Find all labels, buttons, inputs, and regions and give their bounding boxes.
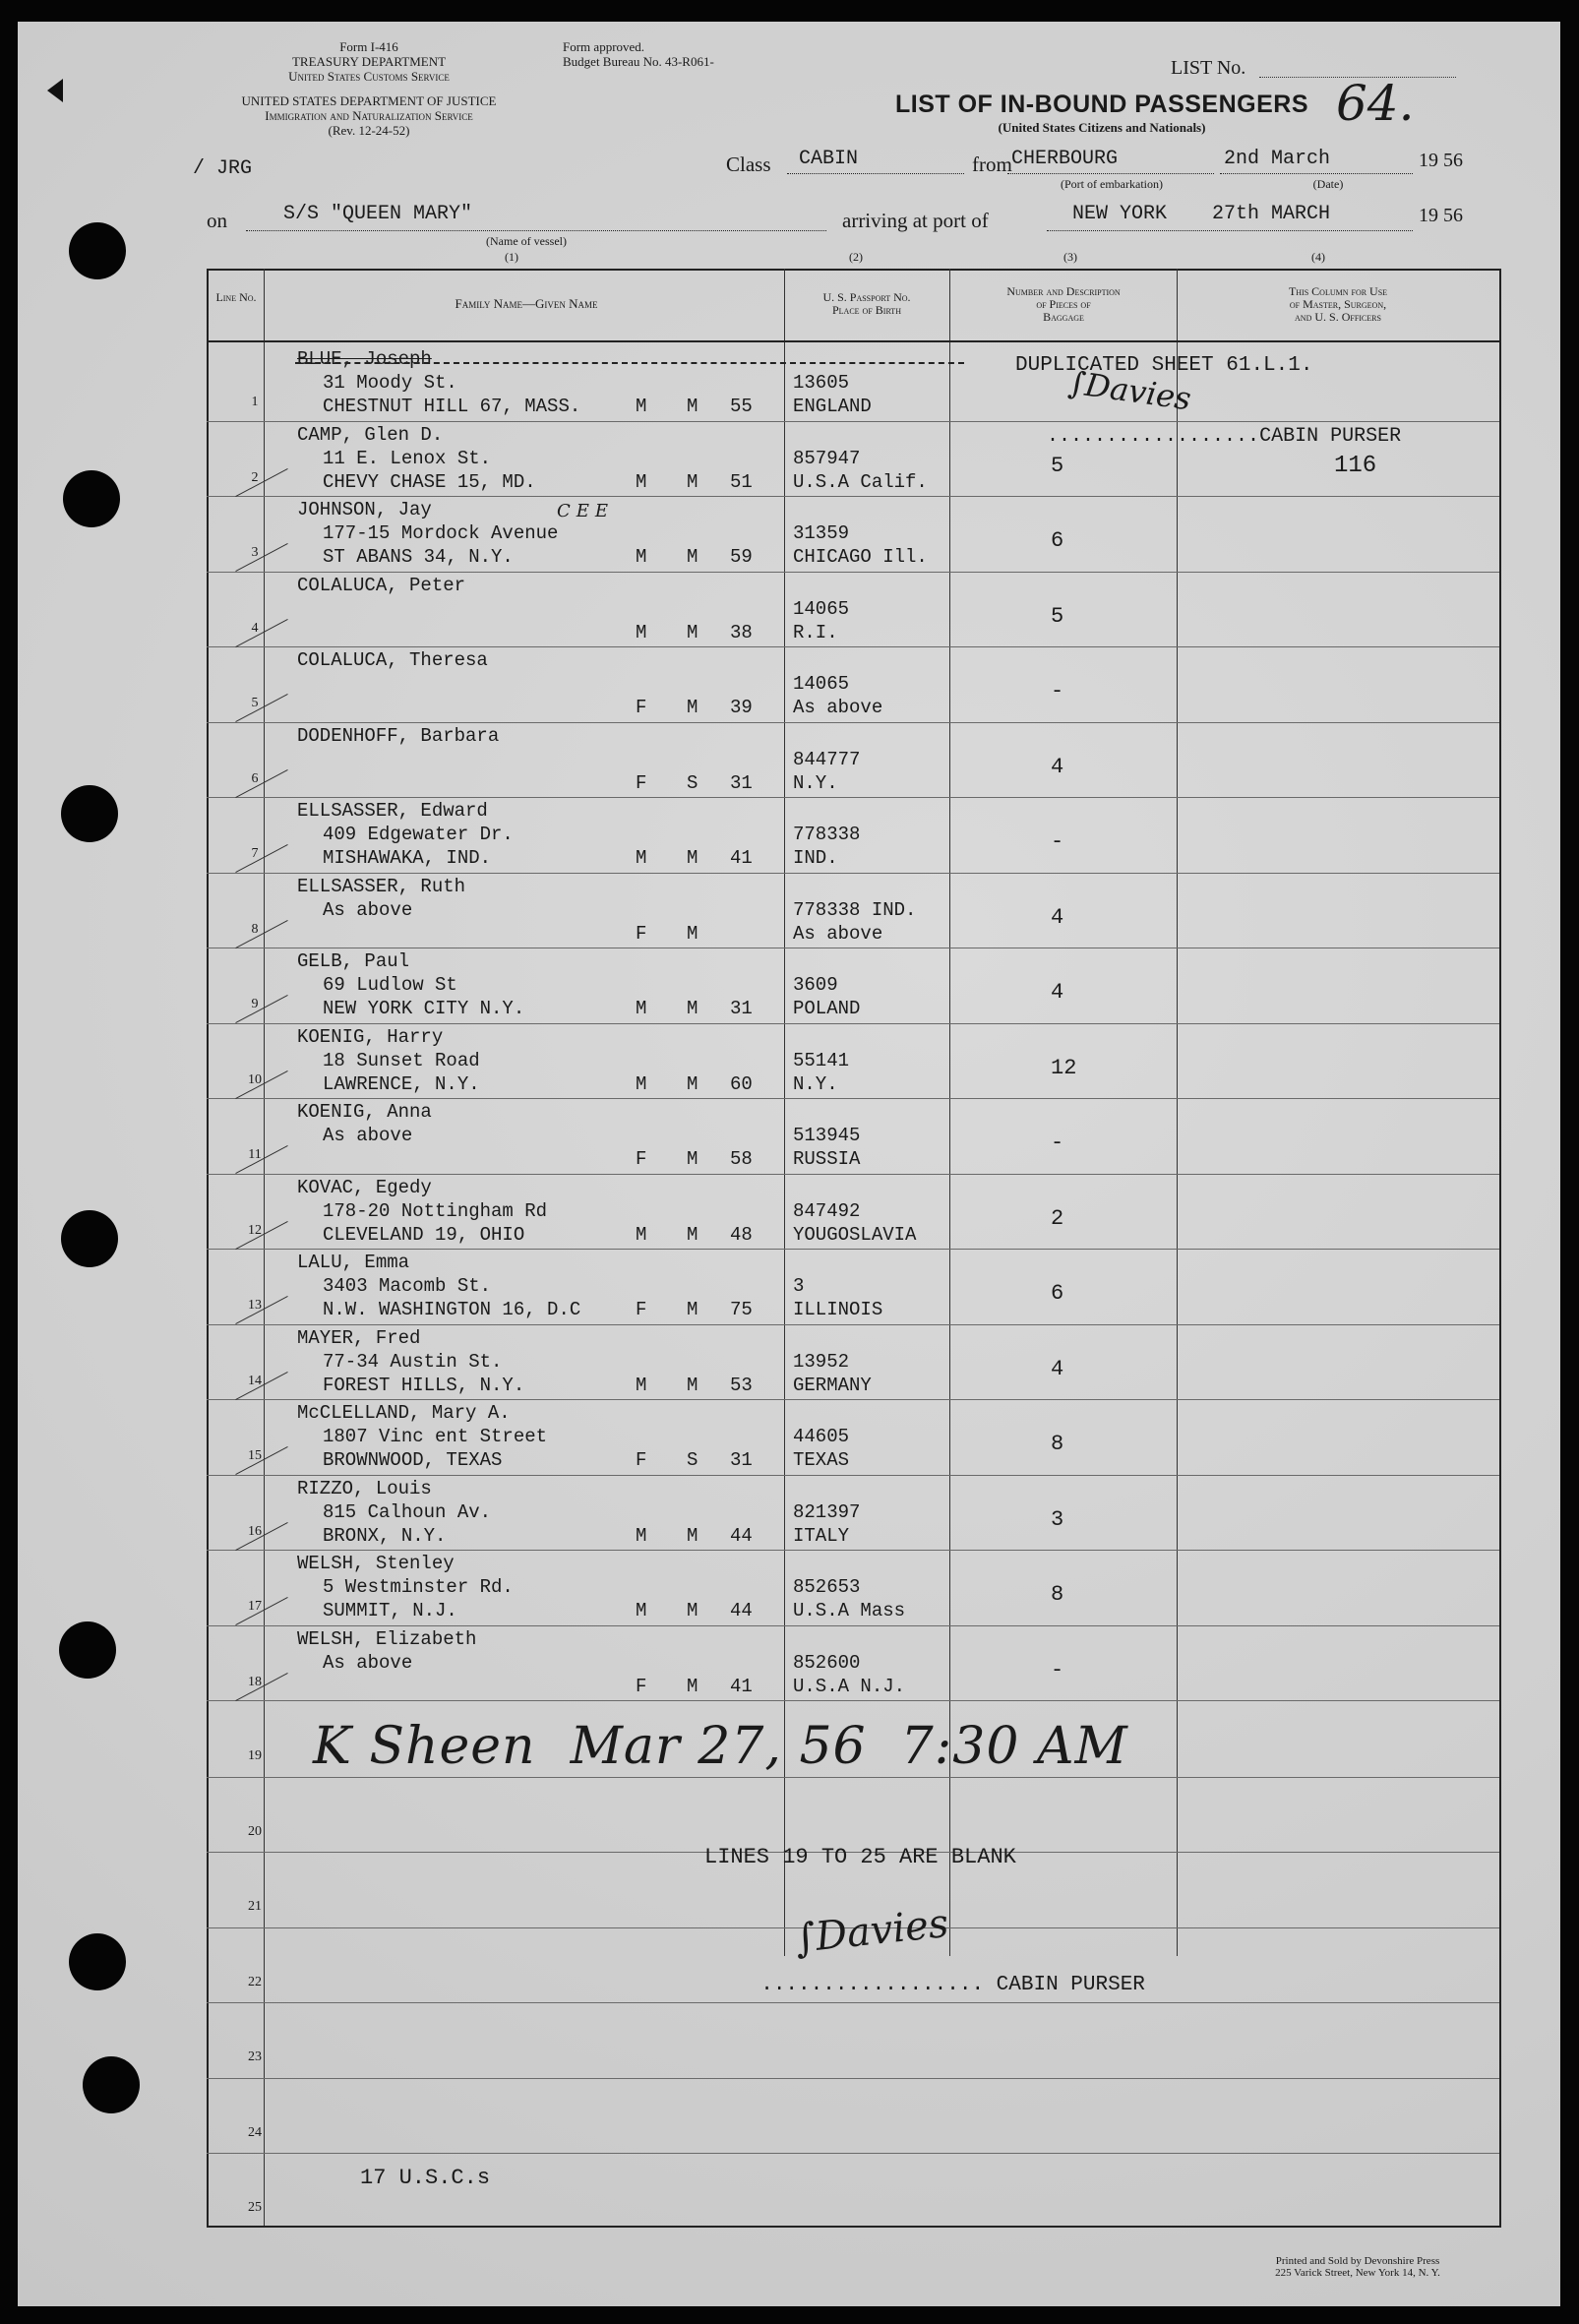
line-number: 3 — [251, 545, 259, 560]
col-divider — [1177, 269, 1178, 1956]
departure-date: 2nd March — [1224, 148, 1331, 170]
age: 31 — [730, 771, 753, 794]
sex: M — [636, 1072, 647, 1095]
line-number: 12 — [248, 1222, 262, 1238]
address-line-2: NEW YORK CITY N.Y. — [323, 998, 525, 1019]
address-line-2: MISHAWAKA, IND. — [323, 847, 492, 869]
line-number: 5 — [251, 696, 259, 710]
passport-number: 44605 — [793, 1426, 850, 1447]
sex: F — [636, 1299, 647, 1320]
passenger-name: COLALUCA, Theresa — [297, 649, 488, 671]
address-line-1: 69 Ludlow St — [323, 974, 457, 996]
marital-status: M — [687, 847, 698, 869]
passenger-name: GELB, Paul — [297, 950, 410, 972]
class-underline — [787, 173, 964, 174]
place-of-birth: CHICAGO Ill. — [793, 546, 928, 568]
passenger-name: DODENHOFF, Barbara — [297, 724, 500, 747]
place-of-birth: ENGLAND — [793, 396, 872, 417]
address-line-2: ST ABANS 34, N.Y. — [323, 546, 514, 568]
address-line-1: 815 Calhoun Av. — [323, 1500, 492, 1523]
passenger-name: CAMP, Glen D. — [297, 423, 444, 446]
passenger-name: BLUE, Joseph — [297, 348, 432, 370]
from-underline — [1007, 173, 1214, 174]
address-line-2: FOREST HILLS, N.Y. — [323, 1374, 525, 1396]
address-line-2: BROWNWOOD, TEXAS — [323, 1449, 503, 1471]
passenger-name: McCLELLAND, Mary A. — [297, 1402, 511, 1424]
marital-status: M — [687, 1148, 698, 1170]
baggage-header-line: Number and Description — [1006, 284, 1121, 298]
line-number: 21 — [248, 1899, 262, 1914]
officers-header-line: of Master, Surgeon, — [1289, 297, 1387, 311]
marital-status: M — [687, 697, 698, 718]
passenger-name: KOVAC, Egedy — [297, 1176, 432, 1198]
baggage-count: 4 — [1051, 980, 1064, 1005]
row-divider — [207, 1174, 1499, 1175]
place-of-birth: ITALY — [793, 1524, 850, 1547]
line-number: 8 — [251, 921, 259, 937]
form-approved-line: Form approved. — [563, 39, 645, 54]
age: 41 — [730, 847, 753, 869]
age: 58 — [730, 1148, 753, 1170]
officer-note: 116 — [1334, 452, 1377, 479]
passenger-name: WELSH, Elizabeth — [297, 1627, 477, 1650]
purser-dots: .................. — [1047, 425, 1260, 448]
age: 59 — [730, 546, 753, 568]
passport-number: 13952 — [793, 1350, 850, 1373]
printer-line: 225 Varick Street, New York 14, N. Y. — [1275, 2267, 1440, 2279]
passport-number: 778338 — [793, 824, 861, 845]
row-divider — [207, 1700, 1499, 1701]
marital-status: M — [687, 396, 698, 417]
officers-header-line: This Column for Use — [1288, 284, 1388, 298]
col-header-baggage — [952, 285, 1175, 324]
line-number: 14 — [248, 1373, 262, 1388]
baggage-count: 5 — [1051, 453, 1064, 478]
baggage-count: 6 — [1051, 528, 1064, 553]
vessel-underline — [246, 230, 826, 231]
budget-bureau-line: Budget Bureau No. 43-R061- — [563, 54, 714, 69]
line-number: 23 — [248, 2049, 262, 2064]
row-divider — [207, 1475, 1499, 1476]
place-of-birth: As above — [793, 922, 883, 945]
place-of-birth: RUSSIA — [793, 1148, 861, 1170]
baggage-count: - — [1051, 829, 1064, 854]
col-header-passport — [787, 291, 946, 317]
passenger-name: MAYER, Fred — [297, 1326, 421, 1349]
address-line-1: 177-15 Mordock Avenue — [323, 522, 559, 544]
caption-4: (4) — [1311, 250, 1325, 264]
row-divider — [207, 1249, 1499, 1250]
sex: F — [636, 1449, 647, 1471]
marital-status: S — [687, 771, 698, 794]
place-of-birth: GERMANY — [793, 1374, 872, 1396]
row-divider — [207, 873, 1499, 874]
purser-note-top — [1023, 401, 1401, 449]
purser-title: CABIN PURSER — [1259, 425, 1402, 448]
passport-number: 3 — [793, 1275, 805, 1297]
age: 60 — [730, 1072, 753, 1095]
row-divider — [207, 2078, 1499, 2079]
officers-header-line: and U. S. Officers — [1295, 310, 1381, 324]
row-divider — [207, 1324, 1499, 1325]
address-line-2: LAWRENCE, N.Y. — [323, 1072, 480, 1095]
baggage-count: 4 — [1051, 754, 1064, 779]
sex: M — [636, 396, 647, 417]
age: 75 — [730, 1299, 753, 1320]
age: 39 — [730, 697, 753, 718]
passport-header-line: U. S. Passport No. — [822, 290, 911, 304]
class-value: CABIN — [799, 148, 859, 170]
marital-status: M — [687, 1524, 698, 1547]
address-line-1: 11 E. Lenox St. — [323, 447, 492, 469]
passport-number: 3609 — [793, 974, 838, 996]
passenger-name: KOENIG, Anna — [297, 1101, 432, 1123]
marital-status: S — [687, 1449, 698, 1471]
sex: M — [636, 998, 647, 1019]
on-label: on — [207, 209, 227, 232]
passport-number: 844777 — [793, 748, 861, 770]
age: 48 — [730, 1223, 753, 1246]
line-number: 9 — [251, 997, 259, 1011]
vessel-caption: (Name of vessel) — [486, 234, 567, 248]
departure-year: 19 56 — [1419, 150, 1463, 171]
punch-hole — [59, 1621, 116, 1679]
passenger-name: RIZZO, Louis — [297, 1477, 432, 1499]
from-label: from — [972, 153, 1012, 176]
punch-hole — [83, 2056, 140, 2113]
age: 51 — [730, 470, 753, 493]
printer-line: Printed and Sold by Devonshire Press — [1275, 2255, 1440, 2267]
address-line-1: 77-34 Austin St. — [323, 1350, 503, 1373]
line-number: 1 — [251, 395, 259, 409]
passport-number: 778338 IND. — [793, 898, 917, 921]
printer-footnote — [1210, 2255, 1505, 2279]
place-of-birth: U.S.A Calif. — [793, 470, 928, 493]
age: 41 — [730, 1675, 753, 1697]
address-line-1: As above — [323, 1651, 413, 1674]
from-value: CHERBOURG — [1011, 148, 1119, 170]
baggage-count: 4 — [1051, 904, 1064, 930]
line-number: 20 — [248, 1823, 262, 1839]
passenger-name: ELLSASSER, Ruth — [297, 875, 466, 897]
line-number: 19 — [248, 1748, 262, 1763]
caption-2: (2) — [849, 250, 863, 264]
corner-mark-icon — [47, 79, 63, 102]
class-label: Class — [726, 153, 771, 176]
purser-signature: ∫Davies — [1065, 363, 1194, 418]
punch-hole — [69, 1933, 126, 1990]
marital-status: M — [687, 922, 698, 945]
sex: F — [636, 771, 647, 794]
row-divider — [207, 646, 1499, 647]
row-divider — [207, 797, 1499, 798]
page-subtitle: (United States Citizens and Nationals) — [998, 120, 1206, 135]
sex: M — [636, 1600, 647, 1621]
caption-1: (1) — [505, 250, 518, 264]
line-number: 7 — [251, 846, 259, 861]
line-number: 13 — [248, 1298, 262, 1313]
line-number: 25 — [248, 2200, 262, 2215]
customs-line: United States Customs Service — [288, 69, 450, 84]
age: 55 — [730, 396, 753, 417]
punch-hole — [63, 470, 120, 527]
passport-number: 821397 — [793, 1500, 861, 1523]
line-number: 11 — [248, 1147, 262, 1162]
blank-lines-note: LINES 19 TO 25 ARE BLANK — [704, 1845, 1016, 1869]
sex: F — [636, 1148, 647, 1170]
col-header-line-no: Line No. — [215, 290, 257, 304]
line-number: 18 — [248, 1674, 262, 1689]
caption-3: (3) — [1063, 250, 1077, 264]
bottom-purser-dots: .................. — [760, 1974, 985, 1996]
baggage-count: 8 — [1051, 1582, 1064, 1607]
address-line-2: CHESTNUT HILL 67, MASS. — [323, 396, 581, 417]
place-of-birth: ILLINOIS — [793, 1299, 883, 1320]
address-line-1: 409 Edgewater Dr. — [323, 824, 514, 845]
address-line-2: SUMMIT, N.J. — [323, 1600, 457, 1621]
passenger-name: KOENIG, Harry — [297, 1025, 444, 1048]
col-divider — [949, 269, 950, 1956]
treasury-line: TREASURY DEPARTMENT — [291, 54, 447, 69]
address-line-2: CLEVELAND 19, OHIO — [323, 1223, 525, 1246]
bottom-purser-line — [736, 1950, 1145, 1997]
passenger-name: WELSH, Stenley — [297, 1553, 455, 1574]
address-line-1: 178-20 Nottingham Rd — [323, 1199, 548, 1222]
marital-status: M — [687, 1299, 698, 1320]
address-line-2: N.W. WASHINGTON 16, D.C — [323, 1299, 581, 1320]
sex: M — [636, 1223, 647, 1246]
baggage-count: 3 — [1051, 1506, 1064, 1532]
date-caption: (Date) — [1312, 177, 1344, 191]
marital-status: M — [687, 546, 698, 568]
place-of-birth: TEXAS — [793, 1449, 850, 1471]
birthplace-header-line: Place of Birth — [832, 303, 901, 317]
form-agency-block — [177, 39, 561, 138]
passport-number: 852653 — [793, 1576, 861, 1598]
immigration-line: Immigration and Naturalization Service — [265, 108, 473, 123]
passenger-name: ELLSASSER, Edward — [297, 800, 488, 822]
baggage-count: 8 — [1051, 1432, 1064, 1456]
marital-status: M — [687, 1072, 698, 1095]
baggage-count: 5 — [1051, 603, 1064, 629]
age: 31 — [730, 1449, 753, 1471]
place-of-birth: R.I. — [793, 621, 838, 643]
sex: F — [636, 697, 647, 718]
row-divider — [207, 1098, 1499, 1099]
jrg-initials: / JRG — [193, 157, 253, 180]
row-divider — [207, 2002, 1499, 2003]
citizen-count: 17 U.S.C.s — [360, 2166, 491, 2190]
place-of-birth: U.S.A Mass — [793, 1600, 906, 1621]
place-of-birth: IND. — [793, 847, 838, 869]
marital-status: M — [687, 1374, 698, 1396]
col-header-officers — [1181, 285, 1495, 324]
bottom-purser-signature: ∫Davies — [793, 1900, 951, 1963]
passport-number: 55141 — [793, 1049, 850, 1071]
row-divider — [207, 1399, 1499, 1400]
sex: M — [636, 621, 647, 643]
johnson-annotation: CEE — [557, 501, 615, 521]
form-number: Form I-416 — [339, 39, 398, 54]
passport-number: 14065 — [793, 597, 850, 620]
line-number: 2 — [251, 469, 259, 485]
address-line-1: 31 Moody St. — [323, 372, 457, 394]
from-caption: (Port of embarkation) — [1061, 177, 1163, 191]
row-divider — [207, 496, 1499, 497]
address-line-1: 1807 Vinc ent Street — [323, 1426, 548, 1447]
line-number: 24 — [248, 2124, 262, 2140]
address-line-1: 18 Sunset Road — [323, 1049, 480, 1071]
place-of-birth: YOUGOSLAVIA — [793, 1223, 917, 1246]
sex: M — [636, 546, 647, 568]
age: 38 — [730, 621, 753, 643]
punch-hole — [61, 785, 118, 842]
handwritten-signoff: K Sheen Mar 27, 56 7:30 AM — [313, 1717, 1128, 1776]
sex: F — [636, 922, 647, 945]
baggage-count: - — [1051, 1131, 1064, 1155]
place-of-birth: U.S.A N.J. — [793, 1675, 906, 1697]
col-divider — [784, 269, 785, 1956]
sex: M — [636, 470, 647, 493]
arrival-port: NEW YORK — [1072, 203, 1168, 225]
row-divider — [207, 722, 1499, 723]
marital-status: M — [687, 1600, 698, 1621]
passport-number: 31359 — [793, 522, 850, 544]
place-of-birth: N.Y. — [793, 1072, 838, 1095]
baggage-count: 12 — [1051, 1055, 1077, 1080]
age: 31 — [730, 998, 753, 1019]
baggage-count: - — [1051, 679, 1064, 703]
line-number: 6 — [251, 770, 259, 786]
place-of-birth: N.Y. — [793, 771, 838, 794]
line-number: 16 — [248, 1523, 262, 1539]
punch-hole — [61, 1210, 118, 1267]
place-of-birth: POLAND — [793, 998, 861, 1019]
arrival-date: 27th MARCH — [1212, 203, 1331, 225]
row-divider — [207, 572, 1499, 573]
line-number: 17 — [248, 1599, 262, 1614]
sex: M — [636, 847, 647, 869]
arrival-year: 19 56 — [1419, 205, 1463, 226]
justice-line: UNITED STATES DEPARTMENT OF JUSTICE — [241, 93, 497, 108]
marital-status: M — [687, 470, 698, 493]
list-no-label: LIST No. — [1171, 57, 1246, 79]
address-line-1: As above — [323, 1125, 413, 1146]
passport-number: 852600 — [793, 1651, 861, 1674]
baggage-count: 4 — [1051, 1356, 1064, 1381]
bottom-purser-title: CABIN PURSER — [996, 1974, 1145, 1996]
age: 44 — [730, 1600, 753, 1621]
baggage-count: 6 — [1051, 1281, 1064, 1306]
marital-status: M — [687, 998, 698, 1019]
place-of-birth: As above — [793, 697, 883, 718]
row-divider — [207, 1777, 1499, 1778]
page-title: LIST OF IN-BOUND PASSENGERS — [894, 91, 1308, 118]
row-divider — [207, 1550, 1499, 1551]
age: 53 — [730, 1374, 753, 1396]
passport-number: 847492 — [793, 1199, 861, 1222]
line-number: 10 — [248, 1071, 262, 1087]
sex: F — [636, 1675, 647, 1697]
marital-status: M — [687, 1223, 698, 1246]
address-line-1: 3403 Macomb St. — [323, 1275, 492, 1297]
passport-number: 14065 — [793, 673, 850, 695]
sex: M — [636, 1524, 647, 1547]
passport-number: 513945 — [793, 1125, 861, 1146]
line-number: 4 — [251, 620, 259, 636]
marital-status: M — [687, 621, 698, 643]
passenger-name: JOHNSON, Jay — [297, 499, 432, 520]
baggage-header-line: Baggage — [1043, 310, 1084, 324]
duplicated-note: DUPLICATED SHEET 61.L.1. — [1015, 354, 1313, 377]
address-line-1: As above — [323, 898, 413, 921]
revision-line: (Rev. 12-24-52) — [328, 123, 410, 138]
header-rule — [207, 340, 1499, 342]
punch-hole — [69, 222, 126, 279]
col-header-name: Family Name—Given Name — [455, 296, 598, 311]
arriving-label: arriving at port of — [842, 209, 989, 232]
handwritten-list-number: 64. — [1336, 75, 1415, 132]
baggage-count: - — [1051, 1657, 1064, 1682]
address-line-2: CHEVY CHASE 15, MD. — [323, 470, 536, 493]
col-divider — [264, 269, 265, 2226]
passenger-name: COLALUCA, Peter — [297, 574, 466, 596]
arrival-underline — [1047, 230, 1413, 231]
row-divider — [207, 1625, 1499, 1626]
passenger-name: LALU, Emma — [297, 1252, 410, 1273]
vessel-value: S/S "QUEEN MARY" — [283, 203, 473, 225]
line-number: 22 — [248, 1974, 262, 1989]
strike-rule — [295, 362, 964, 364]
sex: M — [636, 1374, 647, 1396]
passport-number: 857947 — [793, 447, 861, 469]
marital-status: M — [687, 1675, 698, 1697]
row-divider — [207, 1023, 1499, 1024]
address-line-2: BRONX, N.Y. — [323, 1524, 447, 1547]
address-line-1: 5 Westminster Rd. — [323, 1576, 514, 1598]
line-number: 15 — [248, 1448, 262, 1463]
row-divider — [207, 2153, 1499, 2154]
date-underline — [1220, 173, 1413, 174]
form-approved-block — [563, 39, 714, 69]
baggage-header-line: of Pieces of — [1036, 297, 1091, 311]
passport-number: 13605 — [793, 372, 850, 394]
baggage-count: 2 — [1051, 1205, 1064, 1231]
age: 44 — [730, 1524, 753, 1547]
